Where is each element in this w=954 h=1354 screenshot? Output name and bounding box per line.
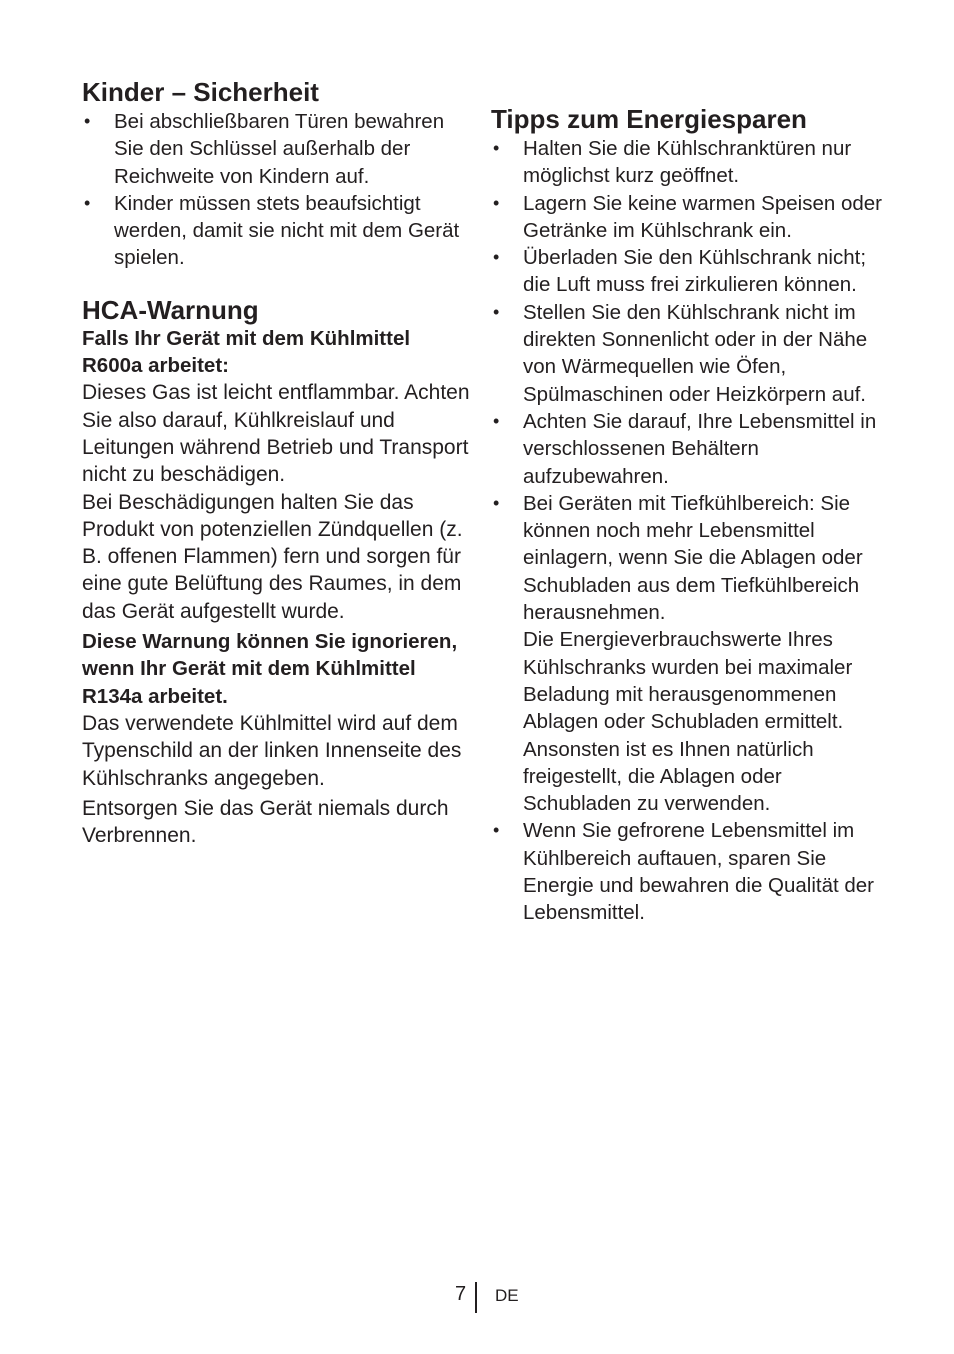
list-item-text: Wenn Sie gefrorene Lebensmittel im Kühlbereich auftauen, sparen Sie Energie und bewahren die Qualität der Lebensmittel. — [523, 819, 875, 925]
bullet-icon: • — [84, 111, 91, 131]
hca-warning-note: Diese Warnung können Sie ignorieren, wenn Ihr Gerät mit dem Kühlmittel R134a arbeitet. — [82, 630, 458, 708]
list-item — [491, 135, 886, 190]
hca-subheading: Falls Ihr Gerät mit dem Kühlmittel R600a arbeitet: — [82, 326, 411, 378]
list-item — [491, 817, 886, 926]
hca-paragraph-1: Dieses Gas ist leicht entflammbar. Achten Sie also darauf, Kühlkreislauf und Leitungen während Betrieb und Transport nicht zu beschädigen. — [82, 381, 470, 487]
bullet-icon: • — [493, 301, 500, 322]
tipps-energiesparen-heading: Tipps zum Energiesparen — [491, 104, 807, 134]
hca-paragraph-3: Das verwendete Kühlmittel wird auf dem Typenschild an der linken Innenseite des Kühlschranks angegeben. — [82, 711, 462, 790]
page-footer — [0, 1282, 954, 1314]
list-item — [491, 190, 886, 245]
bullet-icon: • — [493, 247, 500, 268]
hca-warnung-heading: HCA-Warnung — [82, 294, 259, 325]
page-number: 7 — [455, 1283, 467, 1305]
list-item — [491, 490, 886, 818]
left-column — [82, 0, 472, 849]
list-item — [491, 244, 886, 299]
list-item-text: Bei abschließbaren Türen bewahren Sie den Schlüssel außerhalb der Reichweite von Kindern auf. — [114, 110, 445, 188]
list-item-text: Bei Geräten mit Tiefkühlbereich: Sie können noch mehr Lebensmittel einlagern, wenn Sie die Ablagen oder Schubladen aus dem Tiefkühlbereich herausnehmen. — [523, 491, 863, 625]
bullet-icon: • — [493, 138, 500, 158]
list-item — [491, 299, 886, 408]
bullet-icon: • — [84, 192, 91, 213]
list-item — [491, 408, 886, 490]
list-item-text: Lagern Sie keine warmen Speisen oder Getränke im Kühlschrank ein. — [523, 191, 882, 242]
list-item-continuation-text: Die Energieverbrauchswerte Ihres Kühlschranks wurden bei maximaler Beladung mit herausgenommenen Ablagen oder Schubladen ermittelt. Ansonsten ist es Ihnen natürlich freigestellt, die Ablagen oder Schubladen zu verwenden. — [523, 628, 853, 816]
list-item-text: Halten Sie die Kühlschranktüren nur möglichst kurz geöffnet. — [523, 137, 852, 188]
hca-paragraph-2: Bei Beschädigungen halten Sie das Produkt von potenziellen Zündquellen (z. B. offenen Flammen) fern und sorgen für eine gute Belüftung des Raumes, in dem das Gerät aufgestellt wurde. — [82, 490, 463, 623]
kinder-sicherheit-list — [82, 108, 472, 272]
list-item-text: Kinder müssen stets beaufsichtigt werden, damit sie nicht mit dem Gerät spielen. — [114, 191, 460, 270]
bullet-icon: • — [493, 410, 500, 431]
bullet-icon: • — [493, 820, 500, 841]
bullet-icon: • — [493, 192, 500, 213]
list-item-text: Achten Sie darauf, Ihre Lebensmittel in verschlossenen Behältern aufzubewahren. — [523, 409, 877, 488]
language-code: DE — [495, 1286, 519, 1305]
right-column — [491, 0, 886, 927]
list-item-text: Überladen Sie den Kühlschrank nicht; die Luft muss frei zirkulieren können. — [523, 246, 867, 297]
list-item-text: Stellen Sie den Kühlschrank nicht im direkten Sonnenlicht oder in der Nähe von Wärmequellen wie Öfen, Spülmaschinen oder Heizkörpern auf. — [523, 300, 868, 406]
bullet-icon: • — [493, 492, 500, 513]
list-item — [82, 108, 472, 190]
footer-divider — [475, 1282, 477, 1313]
list-item — [82, 190, 472, 272]
kinder-sicherheit-heading: Kinder – Sicherheit — [82, 77, 319, 107]
hca-paragraph-4: Entsorgen Sie das Gerät niemals durch Verbrennen. — [82, 796, 449, 848]
tipps-energiesparen-list — [491, 135, 886, 927]
